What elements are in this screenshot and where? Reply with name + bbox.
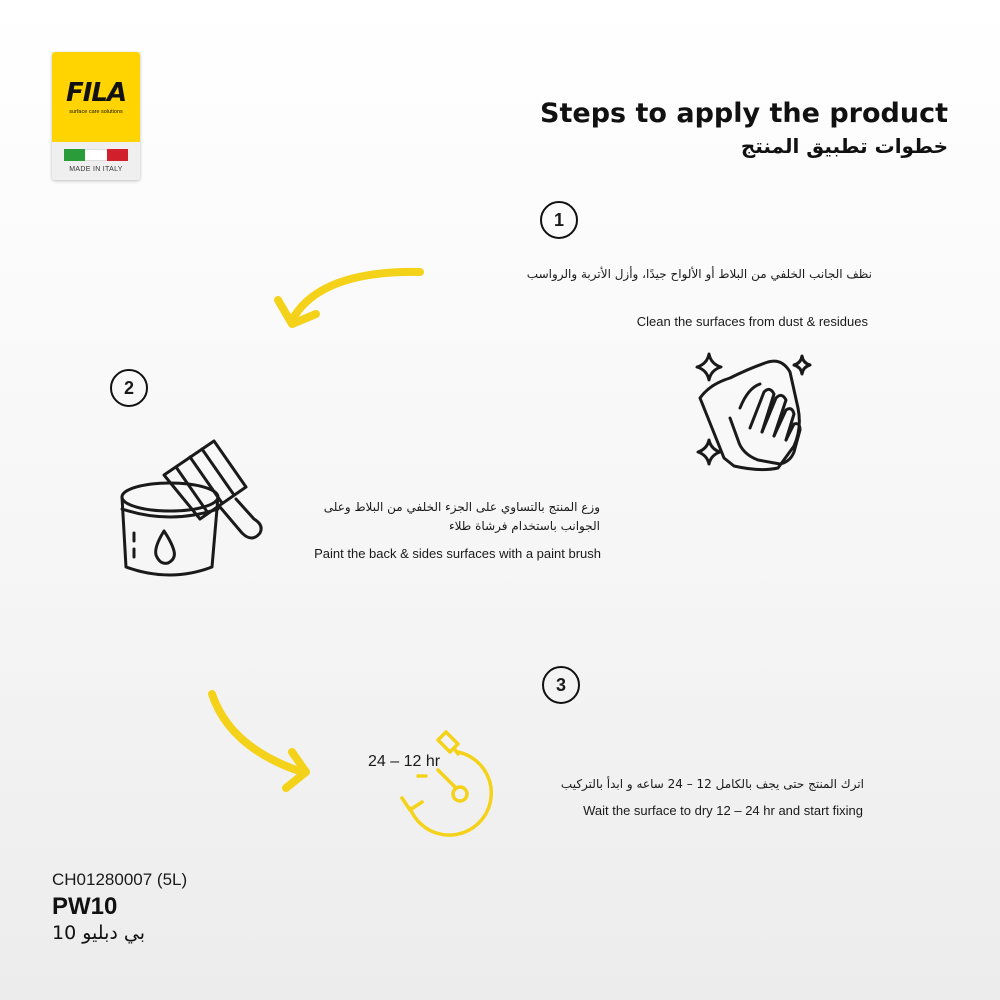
step-3-badge: 3 [542,666,580,704]
step-1-text-arabic: نظف الجانب الخلفي من البلاط أو الألواح جيدًا، وأزل الأتربة والرواسب [526,267,872,281]
step-2-text-arabic: وزع المنتج بالتساوي على الجزء الخلفي من البلاط وعلى الجوانب باستخدام فرشاة طلاء [323,500,600,533]
step-2-text: Paint the back & sides surfaces with a paint brush [314,546,601,561]
step-1-text: Clean the surfaces from dust & residues [636,314,868,329]
paint-can-brush-icon [112,435,267,583]
logo-wordmark: FILA [65,77,127,108]
timer-icon [396,726,506,846]
logo-tagline: surface care solutions [69,108,123,115]
product-name-arabic: بي دبليو 10 [52,922,145,944]
cleaning-cloth-icon [690,348,820,473]
arrow-step2-to-step3 [212,694,302,772]
product-code: CH01280007 (5L) [52,870,188,889]
step-1-badge: 1 [540,201,578,239]
made-in-label: MADE IN ITALY [69,166,123,173]
product-name: PW10 [52,893,118,920]
page-title-arabic: خطوات تطبيق المنتج [740,134,948,158]
timer-label: 24 – 12 hr [368,753,441,770]
step-3-text: Wait the surface to dry 12 – 24 hr and start fixing [583,803,863,818]
page-title: Steps to apply the product [540,98,948,129]
step-3-text-arabic: اترك المنتج حتى يجف بالكامل 12 – 24 ساعه و ابدأ بالتركيب [560,777,864,791]
step-2-badge: 2 [110,369,148,407]
